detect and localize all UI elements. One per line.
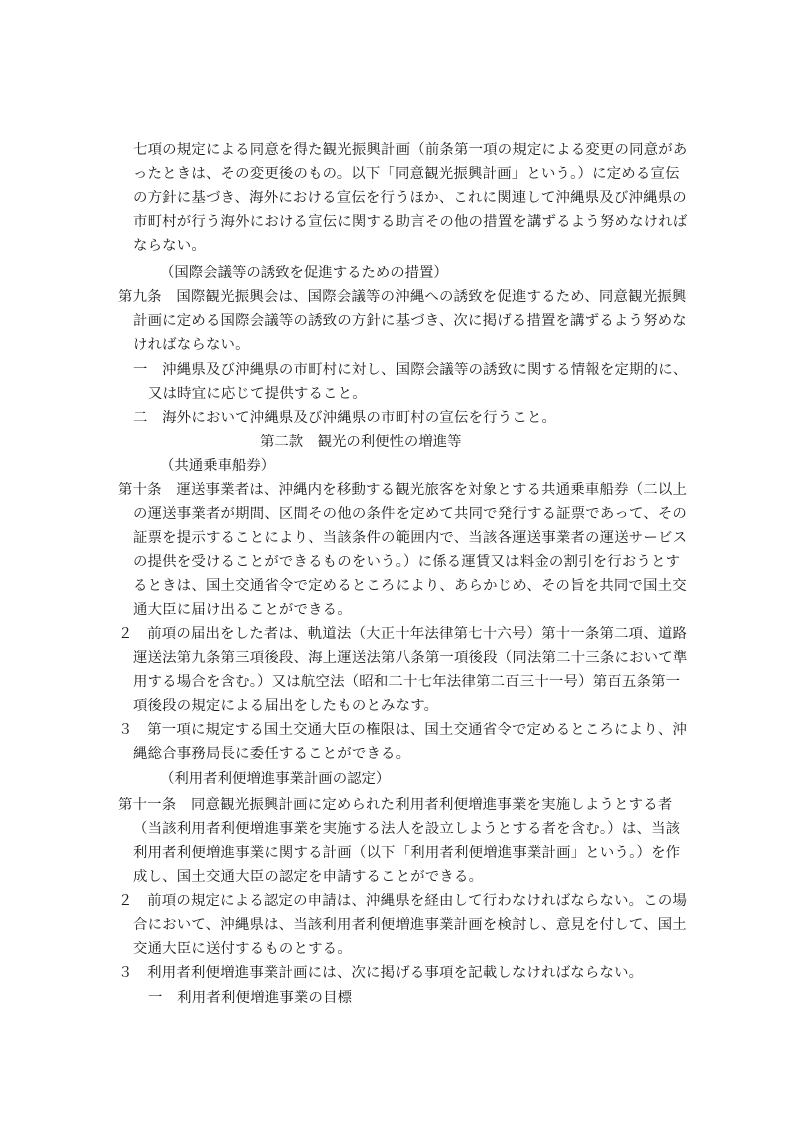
paragraph-line: ２ 前項の規定による認定の申請は、沖縄県を経由して行わなければならない。この場	[118, 893, 688, 909]
text-line: ければならない。	[133, 337, 250, 353]
article-line: 第十条 運送事業者は、沖縄内を移動する観光旅客を対象とする共通乗車船券（二以上	[118, 482, 688, 498]
text-line: 成し、国土交通大臣の認定を申請することができる。	[133, 869, 484, 885]
text-line: （当該利用者利便増進事業を実施する法人を設立しようとする者を含む。）は、当該	[133, 821, 681, 837]
text-line: ならない。	[133, 238, 206, 254]
item-line: 一 利用者利便増進事業の目標	[148, 990, 353, 1006]
text-line: 交通大臣に送付するものとする。	[133, 941, 352, 957]
text-line: 利用者利便増進事業に関する計画（以下「利用者利便増進事業計画」という。）を作	[133, 845, 681, 861]
text-line: の提供を受けることができるものをいう。）に係る運賃又は料金の割引を行おうとす	[133, 554, 681, 570]
text-line: るときは、国土交通省令で定めるところにより、あらかじめ、その旨を共同で国土交	[133, 578, 687, 594]
text-line: 計画に定める国際会議等の誘致の方針に基づき、次に掲げる措置を講ずるよう努めな	[133, 313, 687, 329]
text-line: 七項の規定による同意を得た観光振興計画（前条第一項の規定による変更の同意があ	[133, 142, 688, 158]
section-caption: （共通乗車船券）	[160, 458, 276, 474]
text-line: 合において、沖縄県は、当該利用者利便増進事業計画を検討し、意見を付して、国土	[133, 917, 687, 933]
paragraph-line: ３ 利用者利便増進事業計画には、次に掲げる事項を記載しなければならない。	[118, 965, 644, 981]
section-caption: （国際会議等の誘致を促進するための措置）	[160, 265, 448, 281]
article-line: 第十一条 同意観光振興計画に定められた利用者利便増進事業を実施しようとする者	[118, 797, 673, 813]
text-line: ったときは、その変更後のもの。以下「同意観光振興計画」という。）に定める宣伝	[133, 166, 680, 182]
text-line: 縄総合事務局長に委任することができる。	[133, 746, 411, 762]
text-line: 通大臣に届け出ることができる。	[133, 602, 352, 618]
text-line: 又は時宜に応じて提供すること。	[148, 386, 367, 402]
text-line: 項後段の規定による届出をしたものとみなす。	[133, 698, 439, 714]
text-line: 運送法第九条第三項後段、海上運送法第八条第一項後段（同法第二十三条において準	[133, 650, 688, 666]
item-line: 二 海外において沖縄県及び沖縄県の市町村の宣伝を行うこと。	[133, 410, 557, 426]
item-line: 一 沖縄県及び沖縄県の市町村に対し、国際会議等の誘致に関する情報を定期的に、	[133, 362, 688, 378]
article-line: 第九条 国際観光振興会は、国際会議等の沖縄への誘致を促進するため、同意観光振興	[118, 289, 687, 305]
paragraph-line: ３ 第一項に規定する国土交通大臣の権限は、国土交通省令で定めるところにより、沖	[118, 722, 688, 738]
text-line: の方針に基づき、海外における宣伝を行うほか、これに関連して沖縄県及び沖縄県の	[133, 190, 687, 206]
text-line: の運送事業者が期間、区間その他の条件を定めて共同で発行する証票であって、その	[133, 506, 688, 522]
paragraph-line: ２ 前項の届出をした者は、軌道法（大正十年法律第七十六号）第十一条第二項、道路	[118, 626, 688, 642]
text-line: 用する場合を含む。）又は航空法（昭和二十七年法律第二百三十一号）第百五条第一	[133, 674, 681, 690]
text-line: 市町村が行う海外における宣伝に関する助言その他の措置を講ずるよう努めなければ	[133, 214, 688, 230]
section-caption: （利用者利便増進事業計画の認定）	[160, 771, 391, 787]
subsection-heading: 第二款 観光の利便性の増進等	[260, 434, 462, 450]
text-line: 証票を提示することにより、当該条件の範囲内で、当該各運送事業者の運送サービス	[133, 530, 688, 546]
